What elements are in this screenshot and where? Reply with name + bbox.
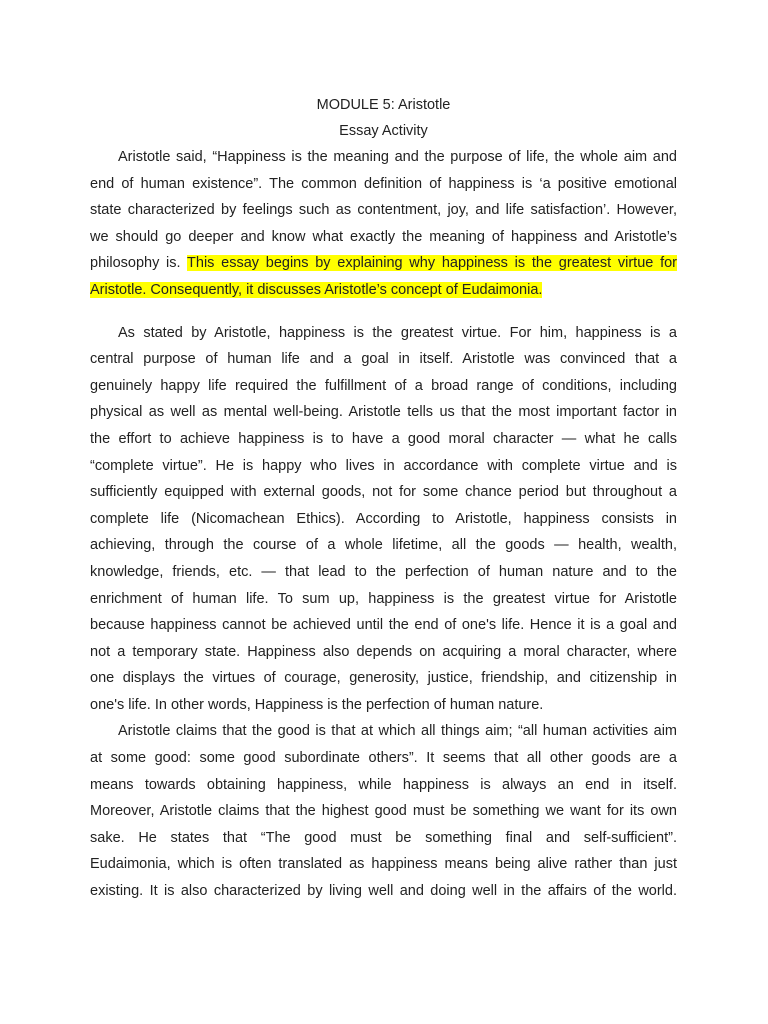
paragraph-line: enrichment of human life. To sum up, happiness is the greatest virtue for Aristotle	[90, 590, 677, 607]
paragraph-line: one's life. In other words, Happiness is the perfection of human nature.	[90, 696, 544, 713]
paragraph-spacer	[90, 304, 677, 320]
paragraph-intro	[90, 144, 677, 304]
paragraph-line: central purpose of human life and a goal in itself. Aristotle was convinced that a	[90, 351, 677, 368]
paragraph-line: means towards obtaining happiness, while happiness is always an end in itself.	[90, 776, 677, 793]
line-text: philosophy is.	[90, 255, 188, 272]
paragraph-line: As stated by Aristotle, happiness is the greatest virtue. For him, happiness is a	[118, 324, 677, 341]
highlighted-thesis: This essay begins by explaining why happiness is the greatest virtue for	[187, 255, 677, 272]
paragraph-line: Aristotle claims that the good is that at which all things aim; “all human activities aim	[118, 723, 677, 740]
paragraph-line: knowledge, friends, etc. — that lead to the perfection of human nature and to the	[90, 563, 677, 580]
paragraph-line: state characterized by feelings such as contentment, joy, and life satisfaction’. However,	[90, 202, 677, 219]
paragraph-line: Moreover, Aristotle claims that the highest good must be something we want for its own	[90, 803, 677, 820]
paragraph-line: Aristotle said, “Happiness is the meaning and the purpose of life, the whole aim and	[118, 149, 677, 165]
module-title: MODULE 5: Aristotle	[316, 97, 451, 113]
paragraph-line	[90, 250, 677, 277]
paragraph-line: achieving, through the course of a whole lifetime, all the goods — health, wealth,	[90, 537, 677, 554]
paragraph-line	[90, 277, 677, 304]
paragraph-line: sake. He states that “The good must be something final and self-sufficient”.	[90, 829, 677, 846]
highlighted-thesis: Aristotle. Consequently, it discusses Aristotle’s concept of Eudaimonia.	[90, 281, 543, 298]
paragraph-line: complete life (Nicomachean Ethics). According to Aristotle, happiness consists in	[90, 510, 677, 527]
paragraph-line: “complete virtue”. He is happy who lives in accordance with complete virtue and is	[90, 457, 677, 474]
paragraph-line: at some good: some good subordinate others”. It seems that all other goods are a	[90, 750, 677, 767]
paragraph-line: sufficiently equipped with external goods, not for some chance period but throughout a	[90, 484, 677, 501]
paragraph-line: physical as well as mental well-being. Aristotle tells us that the most important factor in	[90, 404, 677, 421]
paragraph-line: not a temporary state. Happiness also depends on acquiring a moral character, where	[90, 643, 677, 660]
paragraph-line: Eudaimonia, which is often translated as happiness means being alive rather than just	[90, 856, 677, 873]
paragraph-line: one displays the virtues of courage, generosity, justice, friendship, and citizenship in	[90, 670, 677, 687]
activity-title: Essay Activity	[339, 123, 428, 139]
paragraph-line: we should go deeper and know what exactly the meaning of happiness and Aristotle’s	[90, 228, 677, 245]
paragraph-line: existing. It is also characterized by living well and doing well in the affairs of the world.	[90, 883, 677, 900]
paragraph-line: because happiness cannot be achieved until the end of one's life. Hence it is a goal and	[90, 617, 677, 634]
document-page	[90, 92, 677, 905]
paragraph-line: the effort to achieve happiness is to have a good moral character — what he calls	[90, 430, 677, 447]
paragraph-eudaimonia	[90, 718, 677, 904]
paragraph-greatest-virtue	[90, 320, 677, 719]
paragraph-line: end of human existence”. The common definition of happiness is ‘a positive emotional	[90, 175, 677, 192]
paragraph-line: genuinely happy life required the fulfillment of a broad range of conditions, including	[90, 377, 677, 394]
